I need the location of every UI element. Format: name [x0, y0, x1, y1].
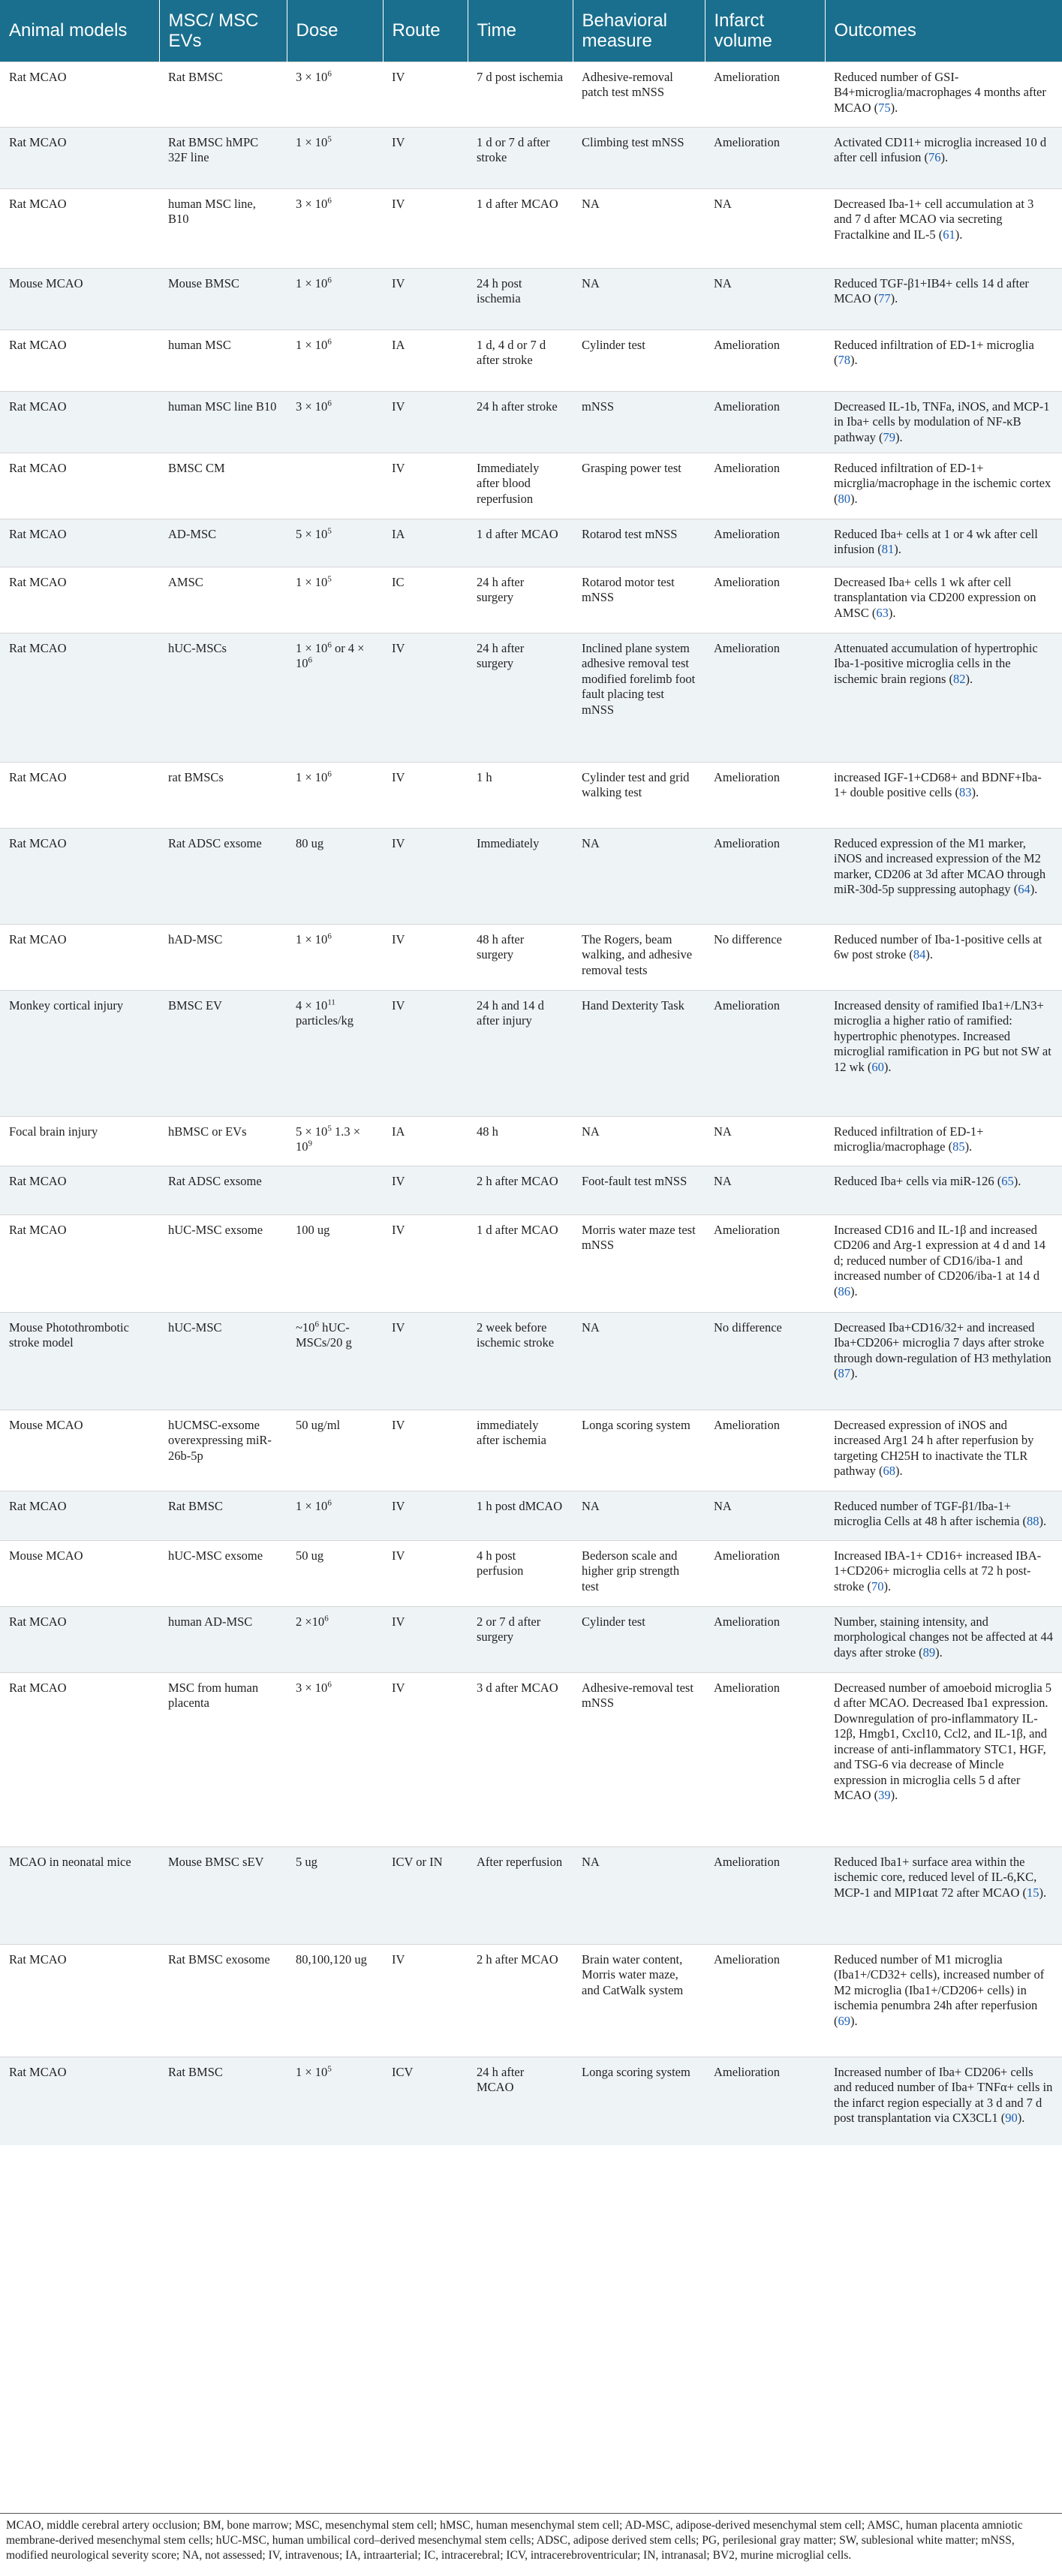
cell-msc-type: BMSC CM — [168, 460, 225, 475]
table-body — [0, 62, 1062, 2145]
cell-route: IV — [392, 69, 405, 84]
cell-outcomes: Increased CD16 and IL-1β and increased CD206 and Arg-1 expression at 4 d and 14 d; reduced number of CD16/iba-1 and increased number of CD206/iba-1 at 14 d (86). — [834, 1222, 1045, 1299]
cell-dose: $2 \times 10^6$ — [287, 1606, 383, 1672]
cell-outcomes: Reduced expression of the M1 marker, iNOS and increased expression of the M2 marker, CD206 at 3d after MCAO through miR-30d-5p suppressing autophagy (64). — [825, 828, 1062, 924]
cell-dose: $\sim 10^6$ hUC-MSCs/20 g — [287, 1312, 383, 1410]
cell-infarct-volume: Amelioration — [714, 1680, 780, 1695]
cell-outcomes: Decreased Iba+CD16/32+ and increased Iba+CD206+ microglia 7 days after stroke through down-regulation of H3 methylation (87). — [825, 1312, 1062, 1410]
cell-time: immediately after ischemia — [477, 1417, 546, 1447]
cell-route: IV — [392, 196, 405, 211]
cell-time: Immediately — [468, 828, 573, 924]
citation-link[interactable]: 75 — [878, 100, 891, 115]
cell-dose: $3 \times 10^6$ — [296, 69, 332, 84]
cell-time: 1 d, 4 d or 7 d after stroke — [477, 337, 546, 367]
table-row — [0, 2057, 1062, 2145]
col-header-animal-models: Animal models — [0, 0, 159, 62]
cell-behavioral-measure: Cylinder test — [573, 1606, 705, 1672]
table-row — [0, 762, 1062, 828]
cell-infarct-volume: NA — [705, 1491, 825, 1540]
cell-behavioral-measure: Rotarod motor test mNSS — [582, 574, 675, 604]
cell-time: 2 h after MCAO — [468, 1166, 573, 1214]
cell-infarct-volume: Amelioration — [705, 990, 825, 1116]
cell-dose: $1 \times 10^6$ — [296, 931, 332, 946]
cell-infarct-volume: Amelioration — [705, 1606, 825, 1672]
cell-infarct-volume: Amelioration — [714, 337, 780, 352]
cell-animal-model: MCAO in neonatal mice — [0, 1846, 159, 1944]
cell-route: IV — [383, 1312, 468, 1410]
col-header-infarct-volume: Infarct volume — [705, 0, 825, 62]
cell-time: 1 h post dMCAO — [468, 1491, 573, 1540]
cell-route: IA — [383, 519, 468, 567]
table-row — [0, 453, 1062, 519]
table-row — [0, 1214, 1062, 1312]
cell-msc-type: human MSC — [168, 337, 231, 352]
cell-infarct-volume: Amelioration — [714, 1417, 780, 1432]
cell-route: IV — [392, 460, 405, 475]
cell-animal-model: Monkey cortical injury — [0, 990, 159, 1116]
cell-dose: 80,100,120 ug — [296, 1952, 367, 1967]
citation-link[interactable]: 79 — [883, 429, 896, 444]
cell-infarct-volume: Amelioration — [714, 769, 780, 784]
cell-msc-type: rat BMSCs — [168, 769, 224, 784]
cell-route: IV — [392, 1417, 405, 1432]
citation-link[interactable]: 60 — [871, 1059, 884, 1074]
cell-outcomes: Reduced number of M1 microglia (Iba1+/CD32+ cells), increased number of M2 microglia (Iba1+/CD206+ cells) in ischemia penumbra 24h after reperfusion (69). — [834, 1952, 1045, 2028]
cell-outcomes: Increased density of ramified Iba1+/LN3+ microglia a higher ratio of ramified: hypertrophic phenotypes. Increased microglial ramification in PG but not SW at 12 wk (60). — [825, 990, 1062, 1116]
cell-route: IV — [383, 633, 468, 762]
cell-outcomes: Increased IBA-1+ CD16+ increased IBA-1+CD206+ microglia cells at 72 h post-stroke (70). — [834, 1548, 1042, 1593]
cell-outcomes: Increased number of Iba+ CD206+ cells and reduced number of Iba+ TNFα+ cells in the infarct region especially at 3 d and 7 d post transplantation via CX3CL1 (90). — [825, 2057, 1062, 2145]
col-header-outcomes: Outcomes — [825, 0, 1062, 62]
cell-outcomes: Decreased Iba+ cells 1 wk after cell transplantation via CD200 expression on AMSC (63). — [834, 574, 1036, 620]
cell-dose: $5 \times 10^5$ $1.3 \times 10^9$ — [296, 1124, 360, 1154]
cell-behavioral-measure: Longa scoring system — [582, 1417, 690, 1432]
cell-msc-type: hUC-MSC exsome — [168, 1222, 263, 1237]
table-row — [0, 1312, 1062, 1410]
cell-dose: $1 \times 10^6$ — [296, 337, 332, 352]
citation-link[interactable]: 86 — [838, 1283, 850, 1299]
cell-animal-model: Rat MCAO — [0, 828, 159, 924]
cell-dose: 50 ug/ml — [296, 1417, 341, 1432]
cell-behavioral-measure: Rotarod test mNSS — [573, 519, 705, 567]
citation-link[interactable]: 63 — [876, 605, 889, 620]
cell-outcomes: Decreased IL-1b, TNFa, iNOS, and MCP-1 in Iba+ cells by modulation of NF-κB pathway (79). — [825, 391, 1062, 453]
cell-dose: $1 \times 10^6$ — [287, 1491, 383, 1540]
cell-msc-type: AD-MSC — [159, 519, 287, 567]
citation-link[interactable]: 78 — [838, 353, 850, 367]
cell-msc-type: human MSC line, B10 — [168, 196, 256, 226]
citation-link[interactable]: 83 — [958, 785, 972, 799]
cell-animal-model: Mouse MCAO — [9, 1548, 83, 1563]
cell-dose — [287, 1166, 383, 1214]
cell-behavioral-measure: Hand Dexterity Task — [573, 990, 705, 1116]
cell-route: IV — [383, 828, 468, 924]
cell-outcomes: Reduced infiltration of ED-1+ micrglia/macrophage in the ischemic cortex (80). — [834, 460, 1051, 506]
table-row — [0, 127, 1062, 188]
cell-time: 3 d after MCAO — [477, 1680, 558, 1695]
cell-behavioral-measure: NA — [573, 1491, 705, 1540]
cell-outcomes: Reduced Iba+ cells via miR-126 (65). — [825, 1166, 1062, 1214]
table-row — [0, 62, 1062, 127]
cell-route: IV — [383, 127, 468, 188]
citation-link[interactable]: 88 — [1027, 1514, 1039, 1528]
cell-infarct-volume: No difference — [714, 931, 782, 946]
cell-dose: $1 \times 10^5$ — [287, 2057, 383, 2145]
table-row — [0, 268, 1062, 330]
cell-msc-type: Mouse BMSC — [159, 268, 287, 330]
cell-behavioral-measure: mNSS — [573, 391, 705, 453]
cell-time: 24 h after stroke — [468, 391, 573, 453]
cell-route: IV — [383, 1166, 468, 1214]
cell-time: 1 d or 7 d after stroke — [468, 127, 573, 188]
cell-animal-model: Focal brain injury — [9, 1124, 98, 1139]
citation-link[interactable]: 64 — [1018, 882, 1030, 896]
cell-animal-model: Rat MCAO — [9, 1222, 67, 1237]
col-header-time: Time — [468, 0, 573, 62]
cell-route: IV — [383, 1606, 468, 1672]
cell-msc-type: hUC-MSC exsome — [168, 1548, 263, 1563]
cell-dose: $1 \times 10^6$ — [287, 268, 383, 330]
cell-animal-model: Mouse MCAO — [0, 268, 159, 330]
cell-infarct-volume: No difference — [705, 1312, 825, 1410]
table-row — [0, 990, 1062, 1116]
table-row — [0, 1944, 1062, 2057]
cell-animal-model: Rat MCAO — [0, 633, 159, 762]
cell-outcomes: Reduced number of TGF-β1/Iba-1+ microglia Cells at 48 h after ischemia (88). — [825, 1491, 1062, 1540]
citation-link[interactable]: 15 — [1027, 1885, 1039, 1900]
cell-infarct-volume: NA — [714, 1124, 732, 1139]
cell-msc-type: Rat BMSC — [159, 1491, 287, 1540]
cell-dose: $1 \times 10^6$ — [296, 769, 332, 784]
cell-outcomes: Attenuated accumulation of hypertrophic Iba-1-positive microglia cells in the ischemic brain regions (82). — [825, 633, 1062, 762]
table-row — [0, 1540, 1062, 1606]
cell-outcomes: Reduced number of Iba-1-positive cells at 6w post stroke (84). — [834, 931, 1042, 961]
cell-route: ICV — [383, 2057, 468, 2145]
cell-route: IV — [383, 1491, 468, 1540]
citation-link[interactable]: 80 — [838, 491, 850, 506]
table-row — [0, 519, 1062, 567]
header-row — [0, 0, 1062, 62]
cell-behavioral-measure: Climbing test mNSS — [573, 127, 705, 188]
cell-behavioral-measure: NA — [573, 268, 705, 330]
cell-infarct-volume: Amelioration — [705, 828, 825, 924]
cell-route: IV — [392, 1680, 405, 1695]
cell-route: IV — [392, 769, 405, 784]
table-row — [0, 1410, 1062, 1491]
cell-time: 2 week before ischemic stroke — [468, 1312, 573, 1410]
cell-outcomes: Decreased Iba-1+ cell accumulation at 3 and 7 d after MCAO via secreting Fractalkine and IL-5 (61). — [834, 196, 1034, 242]
cell-route: IV — [392, 1548, 405, 1563]
cell-infarct-volume: Amelioration — [714, 574, 780, 589]
cell-time: 48 h — [477, 1124, 498, 1139]
citation-link[interactable]: 76 — [928, 150, 941, 164]
cell-outcomes: Reduced infiltration of ED-1+ microglia/macrophage (85). — [834, 1124, 984, 1154]
cell-animal-model: Rat MCAO — [0, 1166, 159, 1214]
cell-outcomes: Reduced Iba1+ surface area within the ischemic core, reduced level of IL-6,KC, MCP-1 and MIP1αat 72 after MCAO (15). — [825, 1846, 1062, 1944]
cell-behavioral-measure: Cylinder test and grid walking test — [582, 769, 690, 799]
cell-infarct-volume: NA — [705, 1166, 825, 1214]
cell-outcomes: Reduced number of GSI-B4+microglia/macrophages 4 months after MCAO (75). — [834, 69, 1046, 115]
cell-infarct-volume: Amelioration — [705, 633, 825, 762]
table-row — [0, 924, 1062, 990]
cell-animal-model: Mouse Photothrombotic stroke model — [0, 1312, 159, 1410]
cell-route: IV — [392, 931, 405, 946]
cell-animal-model: Rat MCAO — [9, 460, 67, 475]
cell-msc-type: hUCMSC-exsome overexpressing miR-26b-5p — [168, 1417, 272, 1463]
cell-outcomes: Decreased number of amoeboid microglia 5 d after MCAO. Decreased Iba1 expression. Downregulation of pro-inflammatory IL-12β, Hmgb1, Cxcl10, Ccl2, and IL-1β, and increase of anti-inflammatory STC1, HGF, and TSG-6 via decrease of Mincle expression in microglia cells 5 d after MCAO (39). — [834, 1680, 1052, 1802]
cell-msc-type: Rat BMSC — [159, 2057, 287, 2145]
cell-time: 1 d after MCAO — [477, 196, 558, 211]
cell-msc-type: BMSC EV — [159, 990, 287, 1116]
cell-infarct-volume: Amelioration — [714, 1548, 780, 1563]
cell-outcomes: Reduced infiltration of ED-1+ microglia (78). — [834, 337, 1034, 367]
cell-route: ICV or IN — [383, 1846, 468, 1944]
table-row — [0, 1672, 1062, 1846]
cell-time: 24 h and 14 d after injury — [468, 990, 573, 1116]
citation-link[interactable]: 81 — [881, 542, 895, 556]
cell-animal-model: Rat MCAO — [0, 391, 159, 453]
cell-dose: $3 \times 10^6$ — [296, 1680, 332, 1695]
cell-time: 4 h post perfusion — [477, 1548, 524, 1578]
cell-route: IV — [383, 391, 468, 453]
cell-time: 2 or 7 d after surgery — [468, 1606, 573, 1672]
cell-infarct-volume: Amelioration — [705, 391, 825, 453]
cell-time: 2 h after MCAO — [477, 1952, 558, 1967]
cell-behavioral-measure: Inclined plane system adhesive removal test modified forelimb foot fault placing test mNSS — [573, 633, 705, 762]
table-footnote: MCAO, middle cerebral artery occlusion; BM, bone marrow; MSC, mesenchymal stem cell; hMSC, human mesenchymal stem cell; AD-MSC, adipose-derived mesenchymal stem cell; AMSC, human placenta amniotic membrane-derived mesenchymal stem cells; hUC-MSC, human umbilical cord–derived mesenchymal stem cells; ADSC, adipose derived stem cells; PG, perilesional gray matter; SW, sublesional white matter; mNSS, modified neurological severity score; NA, not assessed; IV, intravenous; IA, intraarterial; IC, intracerebral; ICV, intracerebroventricular; IN, intranasal; BV2, murine microglial cells. — [0, 2513, 1062, 2563]
cell-outcomes: Reduced Iba+ cells at 1 or 4 wk after cell infusion (81). — [825, 519, 1062, 567]
cell-route: IA — [392, 337, 405, 352]
citation-link[interactable]: 69 — [838, 2013, 850, 2028]
cell-behavioral-measure: Brain water content, Morris water maze, and CatWalk system — [582, 1952, 684, 1997]
cell-behavioral-measure: Longa scoring system — [573, 2057, 705, 2145]
cell-dose: $1 \times 10^5$ — [287, 127, 383, 188]
citation-link[interactable]: 65 — [1001, 1173, 1014, 1188]
cell-time: After reperfusion — [468, 1846, 573, 1944]
cell-infarct-volume: Amelioration — [714, 460, 780, 475]
cell-outcomes: Number, staining intensity, and morphological changes not be affected at 44 days after stroke (89). — [825, 1606, 1062, 1672]
cell-dose: $1 \times 10^6$ or $4 \times 10^6$ — [287, 633, 383, 762]
cell-dose: $4 \times 10^{11}$ particles/kg — [287, 990, 383, 1116]
cell-animal-model: Rat MCAO — [9, 337, 67, 352]
cell-msc-type: hUC-MSC — [159, 1312, 287, 1410]
table-row — [0, 567, 1062, 633]
cell-behavioral-measure: Bederson scale and higher grip strength test — [582, 1548, 680, 1593]
table-row — [0, 828, 1062, 924]
table-row — [0, 1116, 1062, 1166]
citation-link[interactable]: 89 — [922, 1645, 936, 1660]
table-row — [0, 391, 1062, 453]
citation-link[interactable]: 68 — [883, 1464, 896, 1478]
cell-infarct-volume: NA — [705, 268, 825, 330]
cell-msc-type: Rat ADSC exsome — [159, 828, 287, 924]
cell-route: IV — [392, 1952, 405, 1967]
cell-behavioral-measure: NA — [573, 1312, 705, 1410]
cell-behavioral-measure: NA — [573, 828, 705, 924]
cell-dose: $3 \times 10^6$ — [287, 391, 383, 453]
cell-behavioral-measure: NA — [573, 1846, 705, 1944]
cell-behavioral-measure: Adhesive-removal test mNSS — [582, 1680, 693, 1710]
col-header-behavioral-measure: Behavioral measure — [573, 0, 705, 62]
cell-dose: $1 \times 10^5$ — [296, 574, 332, 589]
cell-behavioral-measure: Cylinder test — [582, 337, 645, 352]
citation-link[interactable]: 77 — [878, 291, 891, 305]
cell-route: IA — [392, 1124, 405, 1139]
cell-animal-model: Rat MCAO — [0, 519, 159, 567]
citation-link[interactable]: 70 — [871, 1578, 884, 1593]
citation-link[interactable]: 82 — [953, 671, 966, 686]
cell-outcomes: Activated CD11+ microglia increased 10 d after cell infusion (76). — [825, 127, 1062, 188]
table-row — [0, 1166, 1062, 1214]
cell-behavioral-measure: Adhesive-removal patch test mNSS — [582, 69, 673, 99]
cell-msc-type: AMSC — [168, 574, 203, 589]
citation-link[interactable]: 84 — [913, 947, 926, 961]
cell-animal-model: Mouse MCAO — [9, 1417, 83, 1432]
col-header-dose: Dose — [287, 0, 383, 62]
cell-dose — [287, 453, 383, 519]
cell-time: 24 h post ischemia — [468, 268, 573, 330]
cell-animal-model: Rat MCAO — [0, 1491, 159, 1540]
cell-outcomes: Reduced TGF-β1+IB4+ cells 14 d after MCAO (77). — [825, 268, 1062, 330]
table-row — [0, 1606, 1062, 1672]
table-row — [0, 1846, 1062, 1944]
cell-behavioral-measure: NA — [582, 1124, 600, 1139]
cell-time: 24 h after surgery — [477, 574, 525, 604]
cell-msc-type: Rat BMSC exosome — [168, 1952, 270, 1967]
cell-msc-type: human AD-MSC — [159, 1606, 287, 1672]
citation-link[interactable]: 85 — [952, 1139, 965, 1154]
table-row — [0, 1491, 1062, 1540]
citation-link[interactable]: 39 — [878, 1788, 891, 1802]
cell-infarct-volume: Amelioration — [705, 2057, 825, 2145]
cell-infarct-volume: Amelioration — [705, 1846, 825, 1944]
cell-route: IC — [392, 574, 405, 589]
cell-dose: 50 ug — [296, 1548, 324, 1563]
cell-infarct-volume: NA — [714, 196, 732, 211]
col-header-route: Route — [383, 0, 468, 62]
cell-route: IV — [392, 1222, 405, 1237]
cell-behavioral-measure: The Rogers, beam walking, and adhesive removal tests — [582, 931, 693, 977]
cell-time: 7 d post ischemia — [477, 69, 564, 84]
cell-msc-type: hBMSC or EVs — [168, 1124, 247, 1139]
cell-msc-type: Rat BMSC — [168, 69, 223, 84]
table-row — [0, 330, 1062, 391]
cell-animal-model: Rat MCAO — [9, 574, 67, 589]
col-header-msc: MSC/ MSC EVs — [159, 0, 287, 62]
cell-time: 1 d after MCAO — [468, 519, 573, 567]
table-row — [0, 633, 1062, 762]
cell-msc-type: human MSC line B10 — [159, 391, 287, 453]
cell-outcomes: Decreased expression of iNOS and increased Arg1 24 h after reperfusion by targeting CH25H to inactivate the TLR pathway (68). — [834, 1417, 1034, 1478]
cell-animal-model: Rat MCAO — [9, 69, 67, 84]
cell-msc-type: Rat BMSC hMPC 32F line — [159, 127, 287, 188]
citation-link[interactable]: 90 — [1005, 2111, 1018, 2125]
cell-animal-model: Rat MCAO — [9, 1952, 67, 1967]
cell-dose: $3 \times 10^6$ — [296, 196, 332, 211]
cell-msc-type: MSC from human placenta — [168, 1680, 259, 1710]
cell-dose: 100 ug — [296, 1222, 330, 1237]
cell-time: 1 h — [477, 769, 492, 784]
citation-link[interactable]: 87 — [838, 1366, 850, 1380]
cell-animal-model: Rat MCAO — [9, 1680, 67, 1695]
cell-animal-model: Rat MCAO — [0, 2057, 159, 2145]
cell-time: 24 h after MCAO — [468, 2057, 573, 2145]
cell-animal-model: Rat MCAO — [0, 1606, 159, 1672]
cell-msc-type: hUC-MSCs — [159, 633, 287, 762]
cell-animal-model: Rat MCAO — [9, 931, 67, 946]
cell-animal-model: Rat MCAO — [9, 769, 67, 784]
cell-time: 24 h after surgery — [468, 633, 573, 762]
cell-animal-model: Rat MCAO — [0, 127, 159, 188]
cell-dose: 80 ug — [287, 828, 383, 924]
cell-behavioral-measure: NA — [582, 196, 600, 211]
cell-route: IV — [383, 990, 468, 1116]
cell-animal-model: Rat MCAO — [9, 196, 67, 211]
cell-time: 1 d after MCAO — [477, 1222, 558, 1237]
cell-outcomes: increased IGF-1+CD68+ and BDNF+Iba-1+ double positive cells (83). — [834, 769, 1042, 799]
cell-msc-type: Mouse BMSC sEV — [159, 1846, 287, 1944]
cell-msc-type: hAD-MSC — [168, 931, 223, 946]
cell-behavioral-measure: Grasping power test — [582, 460, 681, 475]
cell-infarct-volume: Amelioration — [705, 519, 825, 567]
cell-infarct-volume: Amelioration — [714, 1222, 780, 1237]
cell-behavioral-measure: Morris water maze test mNSS — [582, 1222, 696, 1252]
cell-msc-type: Rat ADSC exsome — [159, 1166, 287, 1214]
cell-behavioral-measure: Foot-fault test mNSS — [573, 1166, 705, 1214]
cell-route: IV — [383, 268, 468, 330]
cell-time: 48 h after surgery — [477, 931, 525, 961]
table-row — [0, 188, 1062, 268]
cell-dose: 5 ug — [287, 1846, 383, 1944]
cell-infarct-volume: Amelioration — [705, 127, 825, 188]
cell-infarct-volume: Amelioration — [714, 69, 780, 84]
cell-time: Immediately after blood reperfusion — [477, 460, 540, 506]
cell-infarct-volume: Amelioration — [714, 1952, 780, 1967]
cell-dose: $5 \times 10^5$ — [287, 519, 383, 567]
citation-link[interactable]: 61 — [943, 227, 955, 242]
